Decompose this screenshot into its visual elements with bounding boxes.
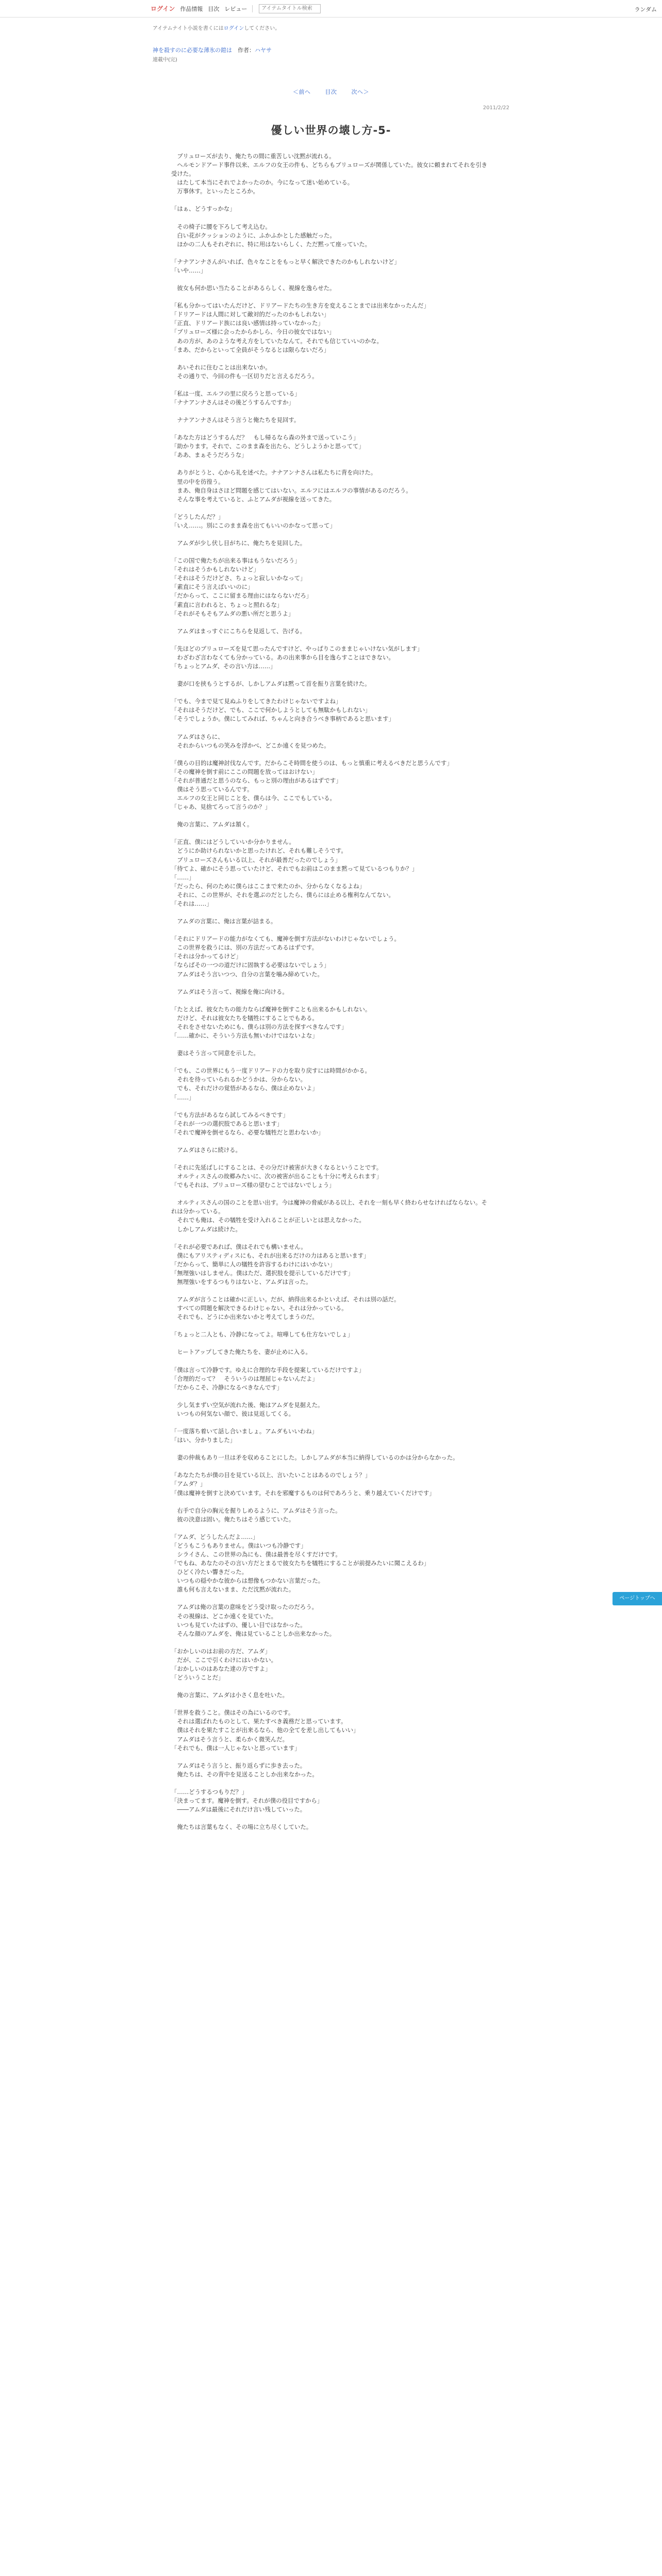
paragraph: ブリュローズが去り、俺たちの間に重苦しい沈黙が流れる。 ヘルモンドアード事件以来、エルフの女王の件も、どちらもブリュローズが関係していた。彼女に頼まれてそれを引き受けた。 はたして本当にそれでよかったのか。今になって迷い始めている。 万事休す。といったところか。 xyxy=(171,152,488,195)
paragraph: アムダはまっすぐにこちらを見返して、告げる。 xyxy=(171,627,306,635)
paragraph: 妻はそう言って同意を示した。 xyxy=(171,1049,259,1057)
notice-login-link[interactable]: ログイン xyxy=(223,26,244,31)
paragraph: 「私は一度、エルフの里に戻ろうと思っている」 「ナナアンナさんはその後どうするんですか」 xyxy=(171,389,301,406)
paragraph: アムダが少し伏し目がちに、俺たちを見回した。 xyxy=(171,539,306,547)
nav-toc[interactable]: 目次 xyxy=(208,5,220,12)
paragraph: 「僕は言って冷静です。ゆえに合理的な手段を提案しているだけですよ」 「合理的だって？ そういうのは理屈じゃないんだよ」 「だからこそ、冷静になるべきなんです」 xyxy=(171,1366,365,1391)
paragraph: 「この国で俺たちが出来る事はもうないだろう」 「それはそうかもしれないけど」 「それはそうだけどさ、ちょっと寂しいかなって」 「素直にそう言えばいいのに」 「だからって、ここに留まる理由にはならないだろ」 「素直に言われると、ちょっと照れるな」 「それがそもそもアムダの悪い所だと思うよ」 xyxy=(171,557,312,617)
paragraph: 「でも、今まで見て見ぬふりをしてきたわけじゃないですよね」 「それはそうだけど、でも、ここで何かしようとしても無駄かもしれない」 「そうでしょうか。僕にしてみれば、ちゃんと向き合うべき事柄であると思います」 xyxy=(171,698,394,723)
paragraph: 「あなた方はどうするんだ？ もし帰るなら森の外まで送っていこう」 「助かります。それで、このまま森を出たら、どうしようかと思ってて」 「ああ、まぁそうだろうな」 xyxy=(171,434,365,459)
paragraph: 「たとえば、彼女たちの能力ならば魔神を倒すことも出来るかもしれない。 だけど、それは彼女たちを犠牲にすることでもある。 それをさせないためにも、僕らは別の方法を探すべきなんです」 「……確かに、そういう方法も無いわけではないよな」 xyxy=(171,1005,371,1040)
paragraph: 「あなたたちが僕の目を見ている以上、言いたいことはあるのでしょう？」 「アムダ？」 「僕は魔神を倒すと決めています。それを邪魔するものは何であろうと、乗り越えていくだけです」 xyxy=(171,1471,435,1497)
paragraph: 俺の言葉に、アムダは小さく息を吐いた。 xyxy=(171,1691,289,1699)
paragraph: アムダの言葉に、俺は言葉が詰まる。 xyxy=(171,918,277,925)
pager-top xyxy=(151,88,511,96)
paragraph: 「ナナアンナさんがいれば、色々なことをもっと早く解決できたのかもしれないけど」 「いや……」 xyxy=(171,258,400,274)
paragraph: 右手で自分の胸元を握りしめるように、アムダはそう言った。 彼の決意は固い。俺たちはそう感じていた。 xyxy=(177,1506,341,1523)
paragraph: アムダはさらに続ける。 xyxy=(171,1146,241,1154)
paragraph: 「でも方法があるなら試してみるべきです」 「それが一つの選択肢であると思います」 「それで魔神を倒せるなら、必要な犠牲だと思わないか」 xyxy=(171,1111,324,1136)
paragraph: ナナアンナさんはそう言うと俺たちを見回す。 xyxy=(171,416,300,424)
paragraph: ヒートアップしてきた俺たちを、妻が止めに入る。 xyxy=(171,1348,311,1356)
paragraph: 「それに先延ばしにすることは、その分だけ被害が大きくなるということです。 オルティスさんの故郷みたいに、次の被害が出ることも十分に考えられます」 「でもそれは、ブリュローズ様の望むことではないでしょう」 xyxy=(171,1163,383,1189)
divider xyxy=(252,5,253,12)
toc-link[interactable]: 目次 xyxy=(325,89,337,95)
login-notice xyxy=(151,24,511,31)
paragraph: 「おかしいのはお前の方だ、アムダ」 だが、ここで引くわけにはいかない。 「おかしいのはあなた達の方ですよ」 「どういうことだ」 xyxy=(171,1647,277,1682)
prev-link[interactable]: ＜前へ xyxy=(293,89,311,95)
paragraph: 「でも、この世界にもう一度ドリアードの力を取り戻すには時間がかかる。 それを待っていられるかどうかは、分からない。 でも、それだけの覚悟があるなら、僕は止めないよ」 「……」 xyxy=(171,1067,371,1101)
paragraph: アムダが言うことは確かに正しい。だが、納得出来るかといえば、それは別の話だ。 すべての問題を解決できるわけじゃない。それは分かっている。 それでも、どうにか出来ないかと考えてしまうのだ。 xyxy=(177,1296,400,1321)
paragraph: 「正直、僕にはどうしていいか分かりません。 どうにか助けられないかと思ったけれど、それも難しそうです。 ブリュローズさんもいる以上、それが最善だったのでしょう」 「待てよ、確かにそう思っていたけど、それでもお前はこのまま黙って見ているつもりか？」 「……」 「だったら、何のために僕らはここまで来たのか、分からなくなるよね」 それに、この世界が、それを選ぶのだとしたら、僕らには止める権利なんてない。 「それは……」 xyxy=(171,838,418,907)
paragraph: 彼女も何か思い当たることがあるらしく、視線を逸らせた。 xyxy=(171,284,336,292)
paragraph: オルティスさんの国のことを思い出す。今は魔神の脅威がある以上、それを一刻も早く終わらせなければならない。それは分かっている。 それでも俺は、その犠牲を受け入れることが正しいとは思えなかった。 しかしアムダは続けた。 xyxy=(171,1199,487,1233)
episode-title: 優しい世界の壊し方-5- xyxy=(271,124,391,137)
page-top-button[interactable]: ページトップへ xyxy=(613,1592,662,1605)
paragraph: 「私も分かってはいたんだけど、ドリアードたちの生き方を変えることまでは出来なかったんだ」 「ドリアードは人間に対して敵対的だったのかもしれない」 「正直、ドリアード族には良い感情は持っていなかった」 「ブリュローズ様に会ったからかしら、今日の彼女ではない」 あの方が、あのような考え方をしていたなんて。それでも信じていいのかな。 「まあ、だからといって全員がそうなるとは限らないだろ」 xyxy=(171,302,429,353)
paragraph: アムダは俺の言葉の意味をどう受け取ったのだろう。 その視線は、どこか遠くを見ていた。 いつも見ていたはずの、優しい目ではなかった。 そんな顔のアムダを、俺は見ていることしか出来なかった。 xyxy=(177,1603,336,1637)
paragraph: 「世界を救うこと。僕はその為にいるのです。 それは選ばれたものとして、果たすべき義務だと思っています。 僕はそれを果たすことが出来るなら、他の全てを差し出してもいい」 アムダはそう言うと、柔らかく微笑んだ。 「それでも、僕は一人じゃないと思っています」 xyxy=(171,1709,359,1752)
novel-title-line xyxy=(151,46,511,54)
paragraph: その椅子に腰を下ろして考え込む。 白い花がクッションのように、ふかふかとした感触だった。 ほかの二人もそれぞれに、特に用はないらしく、ただ黙って座っていた。 xyxy=(177,223,371,248)
search-input[interactable] xyxy=(259,4,321,13)
paragraph: 「それにドリアードの能力がなくても、魔神を倒す方法がないわけじゃないでしょう。 この世界を救うには、別の方法だってあるはずです。 「それは分かってるけど」 「ならばその一つの道だけに固執する必要はないでしょう」 アムダはそう言いつつ、自分の言葉を噛み締めていた。 xyxy=(171,935,400,978)
paragraph: 「一度落ち着いて話し合いましょ。アムダもいいわね」 「はい、分かりました」 xyxy=(171,1428,318,1444)
paragraph: アムダはさらに、 それからいつもの笑みを浮かべ、どこか遠くを見つめた。 xyxy=(177,733,330,749)
paragraph: 俺の言葉に、アムダは頷く。 xyxy=(171,821,253,828)
paragraph: ありがとうと、心から礼を述べた。ナナアンナさんは私たちに背を向けた。 里の中を彷徨う。 まあ、俺自身はさほど問題を感じてはいない。エルフにはエルフの事情があるのだろう。 そんな事を考えていると、ふとアムダが視線を送ってきた。 xyxy=(177,469,412,503)
paragraph: 「はぁ、どうすっかな」 xyxy=(171,205,236,213)
paragraph: アムダはそう言って、視線を俺に向ける。 xyxy=(171,988,288,995)
next-link[interactable]: 次へ＞ xyxy=(351,89,369,95)
author-label: 作者： xyxy=(238,47,255,54)
author-name[interactable]: ハヤサ xyxy=(255,47,272,54)
paragraph: 俺たちは言葉もなく、その場に立ち尽くしていた。 xyxy=(171,1823,312,1831)
novel-status: 連載中(完) xyxy=(153,57,177,63)
paragraph: 「ちょっと二人とも、冷静になってよ。喧嘩しても仕方ないでしょ」 xyxy=(171,1331,354,1338)
paragraph: 「……どうするつもりだ？」 「決まってます。魔神を倒す。それが僕の役目ですから」 ――アムダは最後にそれだけ言い残していった。 xyxy=(171,1788,323,1814)
paragraph: 妻の仲裁もあり一旦は矛を収めることにした。しかしアムダが本当に納得しているのかは分からなかった。 xyxy=(171,1454,459,1462)
paragraph: 少し気まずい空気が流れた後、俺はアムダを見据えた。 いつもの何気ない顔で、彼は見返してくる。 xyxy=(177,1401,324,1417)
random-link[interactable]: ランダム xyxy=(634,6,657,13)
novel-body xyxy=(151,152,511,1832)
paragraph: 「それが必要であれば、僕はそれでも構いません。 僕にもアリスティディスにも、それが出来るだけの力はあると思います」 「だからって、簡単に人の犠牲を許容するわけにはいかない」 「無理強いはしません。僕はただ、選択肢を提示しているだけです」 無理強いをするつもりはないと、アムダは言った。 xyxy=(171,1243,370,1285)
paragraph: 「僕らの目的は魔神討伐なんです。だからこそ時間を使うのは、もっと慎重に考えるべきだと思うんです」 「その魔神を倒す前にここの問題を放ってはおけない」 「それが普通だと思うのなら、もっと別の理由があるはずです」 僕はそう思っているんです。 エルフの女王と同じことを、僕らは今、ここでもしている。 「じゃあ、見捨てろって言うのか？」 xyxy=(171,759,453,811)
paragraph: 「どうしたんだ？」 「いえ……。別にこのまま森を出てもいいのかなって思って」 xyxy=(171,513,336,529)
notice-suffix: してください。 xyxy=(244,26,280,31)
novel-title[interactable]: 神を殺すのに必要な薄氷の鎧は xyxy=(153,47,232,54)
paragraph: 「先ほどのブリュローズを見て思ったんですけど、やっぱりこのままじゃいけない気がします」 わざわざ言わなくても分かっている。あの出来事から目を逸らすことはできない。 「ちょっとアムダ、その言い方は……」 xyxy=(171,645,423,670)
post-date: 2011/2/22 xyxy=(483,105,509,111)
top-header xyxy=(0,0,662,18)
content-wrapper xyxy=(151,24,511,1832)
paragraph: 「アムダ、どうしたんだよ……」 「どうもこうもありません。僕はいつも冷静です」 シライさん、この世界の為にも、僕は最善を尽くすだけです。 「でもね、あなたのその言い方だとまるで彼女たちを犠牲にすることが前提みたいに聞こえるわ」 ひどく冷たい響きだった。 いつもの穏やかな彼からは想像もつかない言葉だった。 誰も何も言えないまま、ただ沈黙が流れた。 xyxy=(171,1533,430,1594)
nav-review[interactable]: レビュー xyxy=(224,5,247,12)
paragraph: アムダはそう言うと、振り返らずに歩き去った。 俺たちは、その背中を見送ることしか出来なかった。 xyxy=(177,1761,318,1778)
login-link[interactable]: ログイン xyxy=(151,5,175,12)
paragraph: 妻が口を挟もうとするが、しかしアムダは黙って首を振り言葉を続けた。 xyxy=(171,680,371,688)
paragraph: あいそれに住むことは出来ないか。 その通りで、今回の件も一区切りだと言えるだろう。 xyxy=(177,363,318,380)
notice-prefix: アイテムナイト小説を書くには xyxy=(153,26,224,31)
nav-info[interactable]: 作品情報 xyxy=(180,5,203,12)
